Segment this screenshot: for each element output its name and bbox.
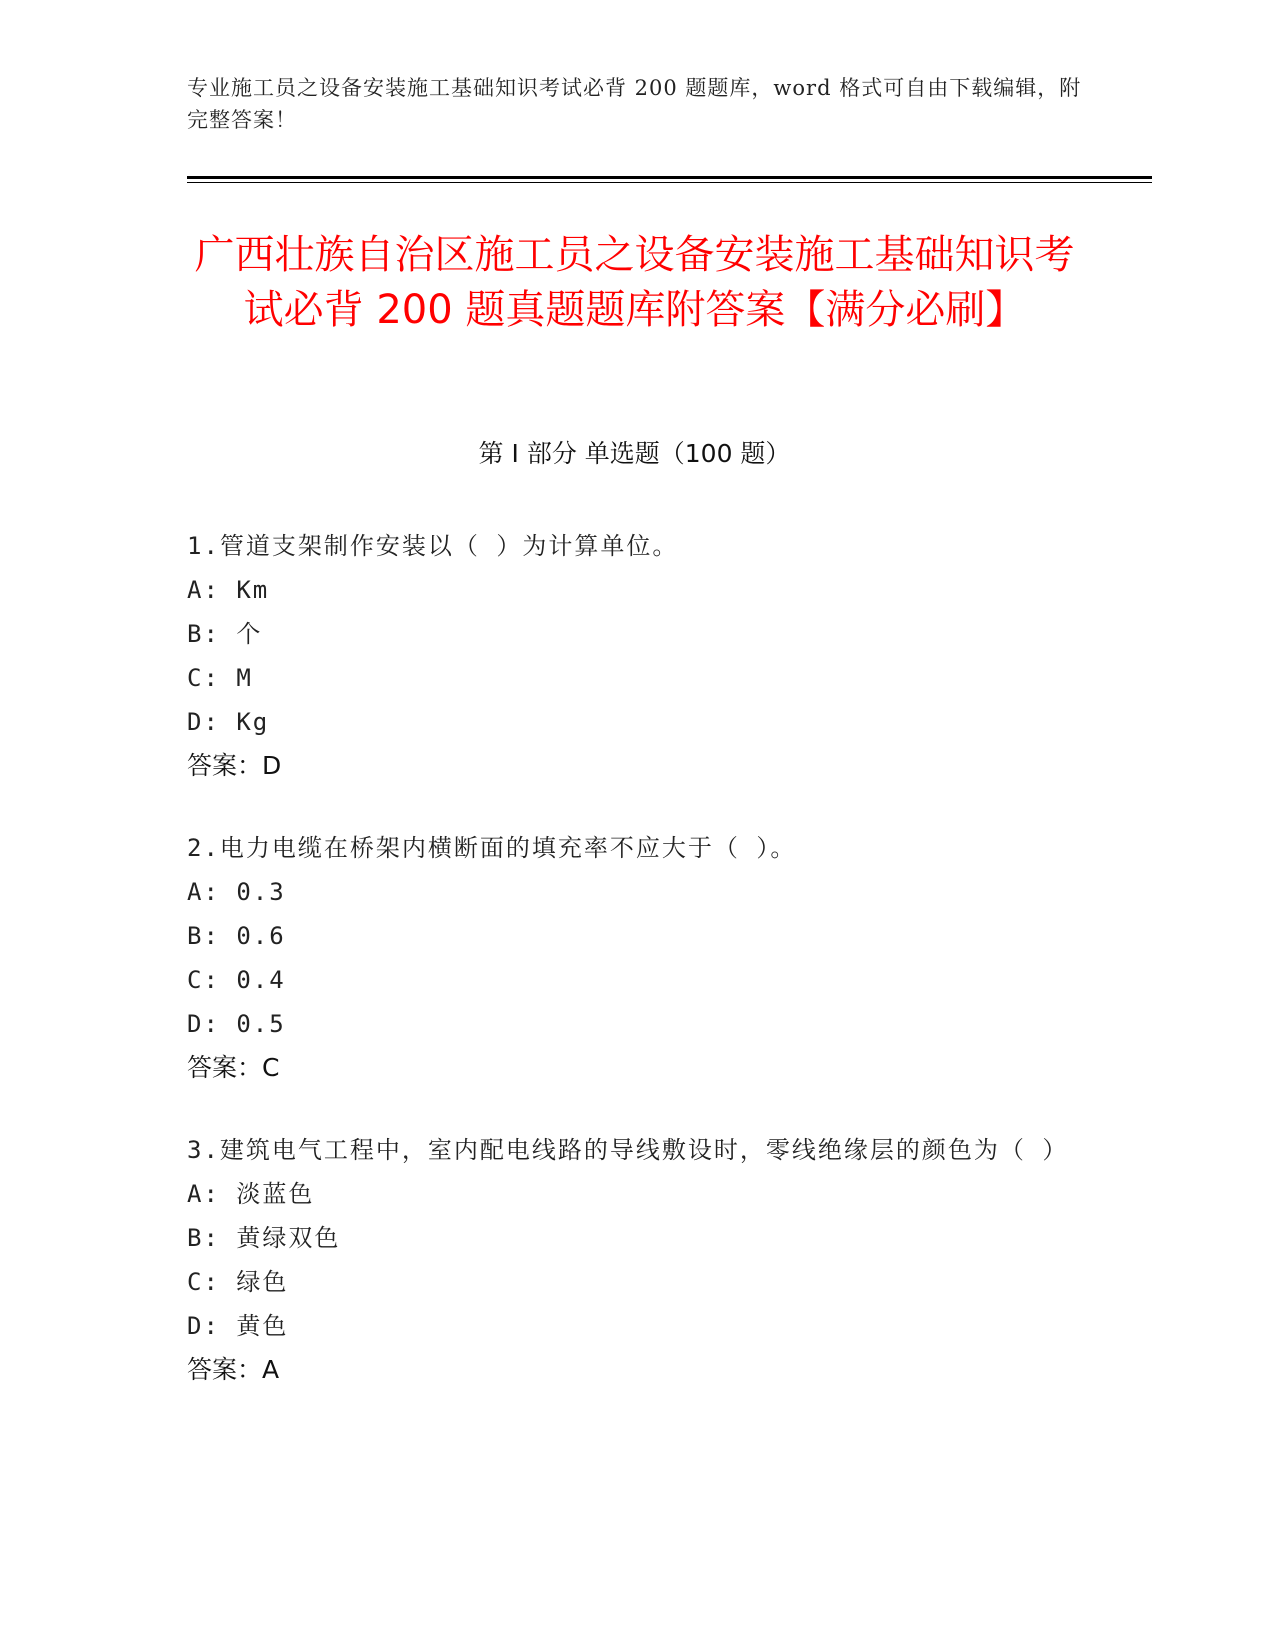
answer: 答案：A — [187, 1355, 280, 1384]
option-d: D: 黄色 — [187, 1312, 289, 1340]
option-b: B: 个 — [187, 620, 263, 648]
option-c: C: 绿色 — [187, 1268, 289, 1296]
option-b: B: 黄绿双色 — [187, 1224, 341, 1252]
question-stem: 1.管道支架制作安装以（ ）为计算单位。 — [187, 532, 679, 560]
option-a: A: 淡蓝色 — [187, 1180, 315, 1208]
option-c: C: M — [187, 664, 253, 692]
question-3 — [187, 1128, 1087, 1392]
answer: 答案：C — [187, 1053, 280, 1082]
option-b: B: 0.6 — [187, 922, 286, 950]
question-2 — [187, 826, 1087, 1090]
header-divider-thin — [187, 182, 1152, 183]
option-a: A: Km — [187, 576, 270, 604]
option-d: D: Kg — [187, 708, 270, 736]
option-c: C: 0.4 — [187, 966, 286, 994]
section-heading: 第 I 部分 单选题（100 题） — [478, 439, 791, 468]
question-list — [187, 524, 1087, 1430]
question-1 — [187, 524, 1087, 788]
question-stem: 3.建筑电气工程中，室内配电线路的导线敷设时，零线绝缘层的颜色为（ ） — [187, 1136, 1069, 1164]
header-note: 专业施工员之设备安装施工基础知识考试必背 200 题题库，word 格式可自由下载编辑，附完整答案！ — [187, 76, 1082, 132]
answer: 答案：D — [187, 751, 282, 780]
document-title: 广西壮族自治区施工员之设备安装施工基础知识考试必背 200 题真题题库附答案【满分必刷】 — [194, 232, 1075, 333]
header-divider-thick — [187, 176, 1152, 179]
option-a: A: 0.3 — [187, 878, 286, 906]
option-d: D: 0.5 — [187, 1010, 286, 1038]
question-stem: 2.电力电缆在桥架内横断面的填充率不应大于（ ）。 — [187, 834, 797, 862]
